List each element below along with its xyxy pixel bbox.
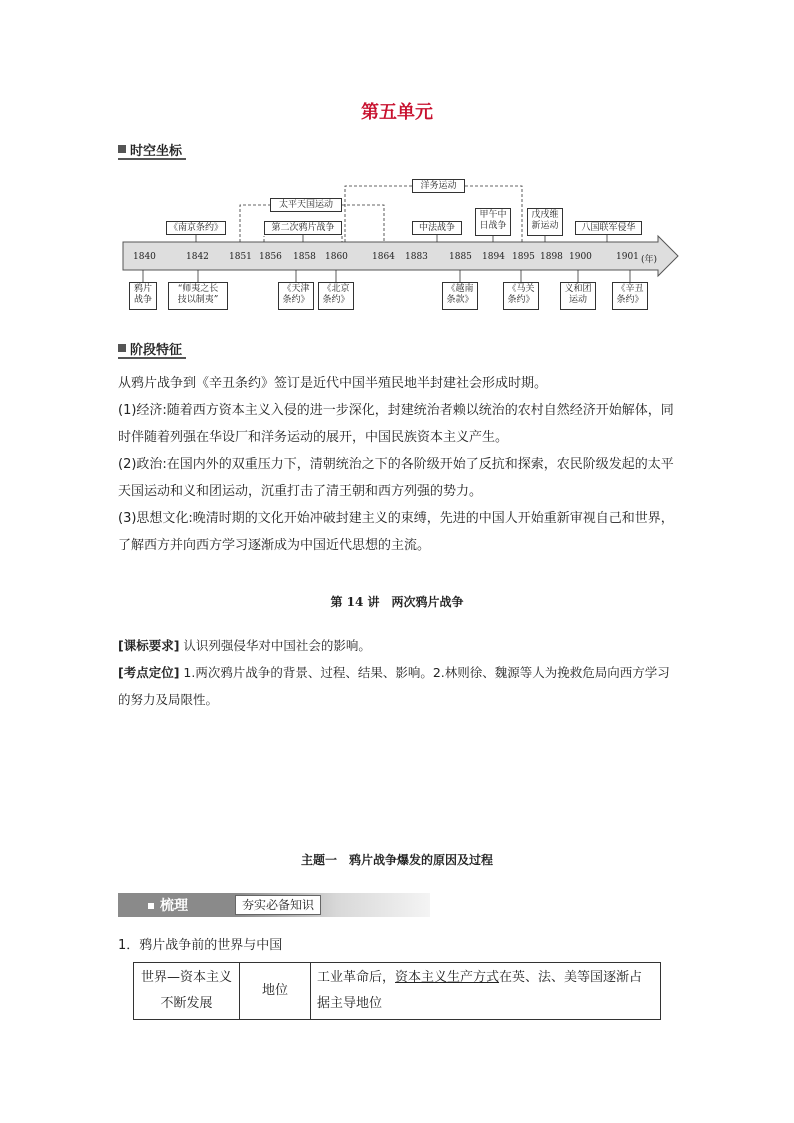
event-line: 运动: [568, 295, 587, 305]
event-second-opium-war: 第二次鸦片战争: [264, 221, 342, 235]
event-line: 戊戌维: [531, 210, 559, 220]
table-cell-content: [311, 963, 661, 1020]
event-nanjing-treaty: 《南京条约》: [166, 221, 226, 235]
timeline-lines: [0, 0, 794, 330]
event-line: 条约》: [322, 295, 350, 305]
section-band: [118, 893, 430, 917]
year-label: 1898: [540, 252, 563, 262]
event-xinchou-treaty: [612, 282, 648, 310]
year-unit: (年): [641, 255, 658, 265]
event-line: 《北京: [322, 284, 350, 294]
timeline: [0, 0, 794, 330]
requirement-label: [课标要求]: [118, 638, 180, 653]
content-pre: 工业革命后，: [317, 970, 396, 985]
features-section-header: [118, 339, 186, 359]
square-bullet-icon: [118, 344, 126, 352]
year-label: 1842: [186, 252, 209, 262]
event-eight-nation-alliance: 八国联军侵华: [575, 221, 642, 235]
event-beijing-treaty: [318, 282, 354, 310]
event-line: 甲午中: [479, 210, 507, 220]
event-line: 日战争: [479, 221, 507, 231]
table-cell-aspect: 地位: [240, 963, 311, 1020]
table-row: [134, 963, 661, 1020]
event-line: 战争: [133, 295, 152, 305]
event-wuxu-reform: [527, 208, 563, 236]
year-label: 1900: [569, 252, 592, 262]
event-line: 《马关: [507, 284, 535, 294]
event-line: 《天津: [282, 284, 310, 294]
exam-focus: [118, 659, 678, 713]
requirements: [118, 632, 678, 713]
event-maguan-treaty: [503, 282, 539, 310]
event-taiping: 太平天国运动: [270, 198, 342, 212]
year-label: 1864: [372, 252, 395, 262]
year-label: 1895: [512, 252, 535, 262]
requirement-text: 认识列强侵华对中国社会的影响。: [183, 638, 371, 653]
year-label: 1840: [133, 252, 156, 262]
event-line: 新运动: [531, 221, 559, 231]
event-line: 《辛丑: [616, 284, 644, 294]
curriculum-requirement: [118, 632, 678, 659]
event-line: 技以制夷”: [177, 295, 219, 305]
world-china-table: [133, 962, 661, 1020]
table-cell-category: 世界—资本主义不断发展: [134, 963, 240, 1020]
event-boxer-movement: [560, 282, 596, 310]
event-line: 条约》: [616, 295, 644, 305]
features-header-label: 阶段特征: [130, 342, 183, 358]
event-line: 《越南: [446, 284, 474, 294]
item-1-title: 1．鸦片战争前的世界与中国: [118, 938, 283, 953]
features-culture: (3)思想文化:晚清时期的文化开始冲破封建主义的束缚，先进的中国人开始重新审视自己和世界，了解西方并向西方学习逐渐成为中国近代思想的主流。: [118, 511, 674, 553]
year-label: 1901: [616, 252, 639, 262]
year-label: 1894: [482, 252, 505, 262]
focus-text: 1.两次鸦片战争的背景、过程、结果、影响。2.林则徐、魏源等人为挽救危局向西方学习的努力及局限性。: [118, 665, 670, 707]
content-post: 在英、法、美等国逐渐占据主导地位: [317, 970, 643, 1011]
event-line: 条约》: [282, 295, 310, 305]
year-label: 1858: [293, 252, 316, 262]
event-tianjin-treaty: [278, 282, 314, 310]
year-label: 1885: [449, 252, 472, 262]
event-yangwu: 洋务运动: [412, 179, 465, 193]
topic-title: 主题一 鸦片战争爆发的原因及过程: [300, 853, 493, 867]
event-sino-french-war: 中法战争: [412, 221, 462, 235]
band-label: 梳理: [148, 895, 188, 915]
year-label: 1856: [259, 252, 282, 262]
event-opium-war: [129, 282, 157, 310]
event-shiyi-quote: [168, 282, 228, 310]
year-label: 1851: [229, 252, 252, 262]
features-politics: (2)政治:在国内外的双重压力下，清朝统治之下的各阶级开始了反抗和探索，农民阶级发起的太平天国运动和义和团运动，沉重打击了清王朝和西方列强的势力。: [118, 457, 674, 499]
unit-title: 第五单元: [361, 102, 433, 123]
year-label: 1883: [405, 252, 428, 262]
features-intro: 从鸦片战争到《辛丑条约》签订是近代中国半殖民地半封建社会形成时期。: [118, 376, 548, 391]
event-line: “师夷之长: [177, 284, 219, 294]
event-line: 条约》: [507, 295, 535, 305]
event-vietnam-clauses: [442, 282, 478, 310]
features-body: [118, 370, 678, 559]
focus-label: [考点定位]: [118, 665, 180, 680]
timeline-header-label: 时空坐标: [130, 143, 183, 159]
event-sino-japanese-war: [475, 208, 511, 236]
event-line: 条款》: [446, 295, 474, 305]
lecture-title: 第 14 讲 两次鸦片战争: [330, 595, 464, 609]
band-tag: 夯实必备知识: [235, 895, 321, 915]
year-label: 1860: [325, 252, 348, 262]
content-underlined: 资本主义生产方式: [395, 970, 500, 985]
features-economy: (1)经济:随着西方资本主义入侵的进一步深化，封建统治者赖以统治的农村自然经济开始解体，同时伴随着列强在华设厂和洋务运动的展开，中国民族资本主义产生。: [118, 403, 674, 445]
event-line: 鸦片: [133, 284, 152, 294]
event-line: 义和团: [564, 284, 592, 294]
